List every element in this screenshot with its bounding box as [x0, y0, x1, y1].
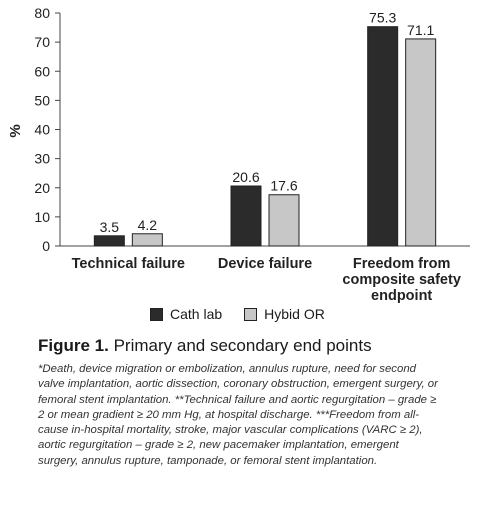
- bar: [94, 236, 124, 246]
- bar: [368, 27, 398, 246]
- category-label: Freedom from: [352, 256, 451, 272]
- data-label: 20.6: [232, 169, 260, 186]
- data-label: 4.2: [137, 216, 158, 233]
- legend-label-cath-lab: Cath lab: [170, 306, 223, 322]
- legend: [150, 306, 347, 322]
- category-label: endpoint: [371, 288, 433, 304]
- y-tick-label: 70: [34, 34, 50, 51]
- data-label: 3.5: [99, 218, 120, 235]
- data-label: 17.6: [270, 177, 298, 194]
- bar: [132, 234, 162, 246]
- y-tick-label: 80: [34, 5, 50, 21]
- bar: [406, 39, 436, 246]
- figure-caption-text: Primary and secondary end points: [113, 336, 372, 355]
- y-tick-label: 10: [34, 208, 50, 225]
- figure-caption: [38, 336, 372, 356]
- legend-item-hybid-or: [244, 306, 325, 322]
- data-label: 71.1: [407, 21, 435, 38]
- legend-swatch-hybid-or: [244, 308, 257, 321]
- figure-footnote: *Death, device migration or embolization, annulus rupture, need for second valve implantation, aortic dissection, coronary obstruction, emergent surgery, or femoral stent implantation. **Technical failure and aortic regurgitation – grade ≥ 2 or mean gradient ≥ 20 mm Hg, at hospital discharge. ***Freedom from all-cause in-hospital mortality, stroke, major vascular complications (VARC ≥ 2), aortic regurgitation – grade ≥ 2, new pacemaker implantation, emergent surgery, annulus rupture, tamponade, or femoral stent implantation.: [38, 363, 438, 467]
- data-label: 75.3: [369, 9, 397, 26]
- legend-label-hybid-or: Hybid OR: [264, 306, 325, 322]
- bar: [231, 186, 261, 246]
- figure-caption-label: Figure 1.: [38, 336, 109, 355]
- y-tick-label: 50: [34, 92, 50, 109]
- bar: [269, 195, 299, 246]
- y-tick-label: 0: [42, 238, 50, 254]
- y-tick-label: 20: [34, 179, 50, 196]
- y-tick-label: 60: [34, 63, 50, 80]
- category-label: composite safety: [342, 272, 461, 288]
- y-axis-title: %: [7, 124, 24, 138]
- legend-swatch-cath-lab: [150, 308, 163, 321]
- legend-item-cath-lab: [150, 306, 222, 322]
- y-tick-label: 30: [34, 150, 50, 167]
- y-tick-label: 40: [34, 121, 50, 138]
- category-label: Device failure: [217, 256, 313, 272]
- category-label: Technical failure: [71, 256, 186, 272]
